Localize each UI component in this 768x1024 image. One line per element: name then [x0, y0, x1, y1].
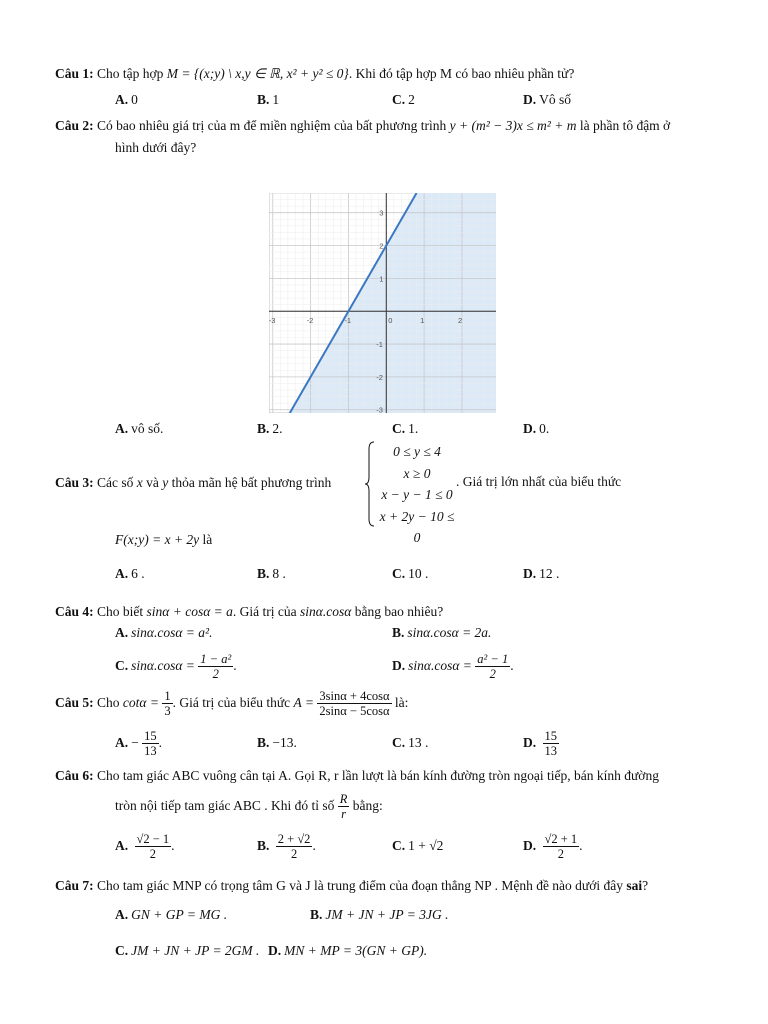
- option-key: B.: [257, 92, 270, 107]
- option-text: 10 .: [408, 566, 429, 581]
- option-text: MN + MP = 3(GN + GP).: [284, 943, 428, 958]
- question-text: và: [146, 475, 159, 490]
- math-given: sinα + cosα = a: [146, 604, 233, 619]
- math-inequality: y + (m² − 3)x ≤ m² + m: [449, 118, 577, 133]
- y-tick-label: 2: [379, 241, 384, 251]
- option-d[interactable]: D. $\frac{√2 + 1}{2}$ .: [523, 832, 583, 862]
- option-key: B.: [257, 838, 270, 853]
- question-text: là phần tô đậm ở: [579, 118, 671, 133]
- option-text: GN + GP = MG .: [131, 907, 228, 922]
- option-c[interactable]: C. sinα.cosα = $\frac{\text{1 − a²}}{2}$ .: [115, 652, 237, 682]
- question-6: [55, 767, 728, 785]
- fraction: [135, 832, 172, 861]
- option-key: A.: [115, 92, 129, 107]
- option-key: C.: [392, 566, 406, 581]
- math-var-x: x: [136, 475, 143, 490]
- question-text: . Giá trị của: [232, 604, 297, 619]
- question-text: thỏa mãn hệ bất phương trình: [171, 475, 332, 490]
- numerator: √2 − 1: [136, 832, 170, 847]
- option-key: B.: [257, 735, 270, 750]
- fraction: [338, 792, 350, 821]
- question-text: Cho tam giác ABC vuông cân tại A. Gọi R, r lần lượt là bán kính đường tròn ngoại tiếp, bán kính đường: [97, 768, 659, 783]
- option-text: 0.: [539, 421, 550, 436]
- option-b[interactable]: [310, 907, 448, 923]
- option-key: A.: [115, 838, 129, 853]
- option-text: sinα.cosα = a².: [131, 625, 213, 640]
- question-text: . Giá trị lớn nhất của biểu thức: [456, 474, 622, 489]
- denominator: 2: [290, 847, 298, 862]
- option-key: A.: [115, 421, 129, 436]
- option-key: A.: [115, 566, 129, 581]
- math-set-expression: M = {(x;y) \ x,y ∈ ℝ, x² + y² ≤ 0}: [166, 66, 349, 81]
- question-2: [55, 117, 728, 135]
- option-key: C.: [392, 735, 406, 750]
- option-text: Vô số: [539, 92, 572, 107]
- option-text: 1.: [408, 421, 419, 436]
- option-text: JM + JN + JP = 2GM .: [131, 943, 260, 958]
- x-tick-label: 1: [420, 316, 425, 326]
- question-text: là: [202, 532, 213, 547]
- option-text: JM + JN + JP = 3JG .: [325, 907, 449, 922]
- math-A-lhs: A =: [293, 695, 315, 710]
- system-row-2: x ≥ 0: [403, 465, 431, 481]
- question-text: Các số: [97, 475, 134, 490]
- question-text-continued: hình dưới đây?: [115, 140, 197, 155]
- option-key: D.: [523, 735, 537, 750]
- numerator: 1: [164, 689, 171, 704]
- denominator: 13: [144, 744, 157, 759]
- option-d[interactable]: [523, 92, 571, 108]
- y-tick-label: -2: [376, 372, 383, 382]
- denominator: r: [341, 807, 346, 822]
- option-a[interactable]: A. $\frac{√2 - 1}{2}$ .: [115, 832, 175, 862]
- option-b[interactable]: [257, 421, 283, 437]
- option-key: C.: [115, 943, 129, 958]
- fraction: [142, 729, 159, 758]
- math-var-y: y: [162, 475, 169, 490]
- x-tick-label: 2: [457, 316, 463, 326]
- option-b[interactable]: [257, 92, 279, 108]
- numerator: a² − 1: [477, 652, 509, 667]
- fraction: [543, 729, 560, 758]
- option-text: −13.: [272, 735, 297, 750]
- option-c[interactable]: [392, 92, 415, 108]
- option-a[interactable]: A. − $\frac{15}{13}$ .: [115, 729, 162, 759]
- system-row-1: 0 ≤ y ≤ 4: [393, 444, 441, 459]
- option-key: D.: [523, 566, 537, 581]
- option-key: B.: [392, 625, 405, 640]
- option-b[interactable]: [257, 566, 286, 582]
- math-cot-lhs: cotα =: [122, 695, 159, 710]
- option-d[interactable]: [268, 943, 427, 959]
- option-d[interactable]: D. sinα.cosα = $\frac{\text{a² − 1}}{2}$ .: [392, 652, 514, 682]
- option-b[interactable]: B. $\frac{2 + √2}{2}$ .: [257, 832, 316, 862]
- question-text: bằng:: [352, 798, 383, 813]
- denominator: 2: [212, 667, 219, 682]
- question-text: Cho biết: [97, 604, 144, 619]
- fraction: [475, 652, 510, 681]
- fraction: [543, 832, 580, 861]
- option-lhs: sinα.cosα =: [408, 658, 472, 673]
- option-lhs: sinα.cosα =: [131, 658, 195, 673]
- question-text: Có bao nhiêu giá trị của m để miền nghiệm của bất phương trình: [97, 118, 447, 133]
- option-c[interactable]: [392, 726, 428, 760]
- question-text: bằng bao nhiêu?: [354, 604, 444, 619]
- question-text: . Giá trị của biểu thức: [172, 695, 291, 710]
- option-key: C.: [115, 658, 129, 673]
- question-label: Câu 3:: [55, 475, 94, 490]
- option-a[interactable]: [115, 907, 227, 923]
- numerator: 2 + √2: [277, 832, 311, 847]
- y-tick-label: -3: [376, 405, 383, 413]
- question-text: là:: [394, 695, 409, 710]
- question-text: . Khi đó tập hợp M có bao nhiêu phần tử?: [348, 66, 575, 81]
- option-key: D.: [523, 421, 537, 436]
- question-label: Câu 5:: [55, 695, 94, 710]
- y-tick-label: -1: [376, 340, 383, 350]
- fraction: [276, 832, 313, 861]
- option-text: 8 .: [272, 566, 286, 581]
- option-c[interactable]: [392, 829, 443, 863]
- option-key: C.: [392, 92, 406, 107]
- option-text: vô số.: [131, 421, 164, 436]
- question-6-line-2: [115, 789, 383, 823]
- option-key: D.: [523, 838, 537, 853]
- option-d[interactable]: [523, 726, 559, 760]
- question-3-line-2: [115, 532, 212, 548]
- question-label: Câu 1:: [55, 66, 94, 81]
- option-sign: −: [131, 735, 139, 750]
- fraction: [198, 652, 233, 681]
- option-key: D.: [523, 92, 537, 107]
- denominator: 2: [149, 847, 156, 862]
- option-text: sinα.cosα = 2a.: [407, 625, 492, 640]
- option-a[interactable]: [115, 625, 212, 641]
- y-tick-label: 1: [379, 274, 384, 284]
- option-text: 13 .: [408, 735, 429, 750]
- option-key: C.: [392, 838, 406, 853]
- question-text: Cho: [97, 695, 120, 710]
- math-function: F(x;y) = x + 2y: [115, 532, 200, 547]
- denominator: 2sinα − 5cosα: [319, 704, 390, 719]
- q2-graph: [269, 193, 496, 413]
- system-row-3: x − y − 1 ≤ 0: [381, 487, 453, 502]
- y-tick-label: 3: [379, 208, 384, 218]
- question-text: Cho tam giác MNP có trọng tâm G và J là trung điểm của đoạn thẳng NP . Mệnh đề nào dưới đây: [97, 878, 623, 893]
- option-c[interactable]: [392, 566, 428, 582]
- option-text: 0: [131, 92, 138, 107]
- denominator: 3: [164, 704, 171, 719]
- denominator: 13: [544, 744, 557, 759]
- fraction: [162, 689, 172, 718]
- numerator: R: [339, 792, 348, 807]
- option-key: B.: [257, 566, 270, 581]
- question-label: Câu 7:: [55, 878, 94, 893]
- question-label: Câu 4:: [55, 604, 94, 619]
- question-5: [55, 686, 728, 720]
- question-text: tròn nội tiếp tam giác ABC . Khi đó tỉ số: [115, 798, 335, 813]
- option-c[interactable]: [392, 421, 418, 437]
- option-b[interactable]: [392, 625, 491, 641]
- numerator: 15: [144, 729, 157, 744]
- question-text: ?: [642, 878, 649, 893]
- fraction: [317, 689, 391, 718]
- option-text: 2.: [272, 421, 283, 436]
- numerator: 3sinα + 4cosα: [319, 689, 390, 704]
- numerator: √2 + 1: [544, 832, 578, 847]
- x-tick-label: -1: [344, 316, 352, 326]
- option-d[interactable]: [523, 566, 559, 582]
- option-key: D.: [392, 658, 406, 673]
- option-key: A.: [115, 907, 129, 922]
- emphasis: sai: [626, 878, 643, 893]
- option-key: C.: [392, 421, 406, 436]
- x-tick-label: -3: [269, 316, 276, 326]
- option-text: 2: [408, 92, 415, 107]
- question-1: [55, 65, 728, 83]
- option-text: 1 + √2: [408, 838, 444, 853]
- question-7: [55, 877, 728, 895]
- denominator: 2: [557, 847, 564, 862]
- option-key: B.: [257, 421, 270, 436]
- option-d[interactable]: [523, 421, 549, 437]
- denominator: 2: [489, 667, 496, 682]
- numerator: 1 − a²: [200, 652, 232, 667]
- math-expr: sinα.cosα: [300, 604, 352, 619]
- option-a[interactable]: [115, 92, 138, 108]
- option-key: D.: [268, 943, 282, 958]
- option-key: A.: [115, 735, 129, 750]
- x-tick-label: -2: [306, 316, 314, 326]
- option-b[interactable]: [257, 726, 297, 760]
- option-a[interactable]: [115, 421, 163, 437]
- option-text: 6 .: [131, 566, 145, 581]
- option-c[interactable]: [115, 943, 259, 959]
- question-4: [55, 603, 728, 621]
- system-brace: [364, 441, 376, 527]
- system-row-4: x + 2y − 10 ≤ 0: [379, 508, 455, 545]
- question-text: Cho tập hợp: [97, 66, 164, 81]
- numerator: 15: [544, 729, 557, 744]
- x-tick-label: 0: [388, 316, 393, 326]
- option-a[interactable]: [115, 566, 145, 582]
- question-label: Câu 2:: [55, 118, 94, 133]
- option-text: 1: [272, 92, 280, 107]
- option-key: B.: [310, 907, 323, 922]
- option-key: A.: [115, 625, 129, 640]
- question-label: Câu 6:: [55, 768, 94, 783]
- inequality-system: [364, 441, 456, 545]
- option-text: 12 .: [539, 566, 560, 581]
